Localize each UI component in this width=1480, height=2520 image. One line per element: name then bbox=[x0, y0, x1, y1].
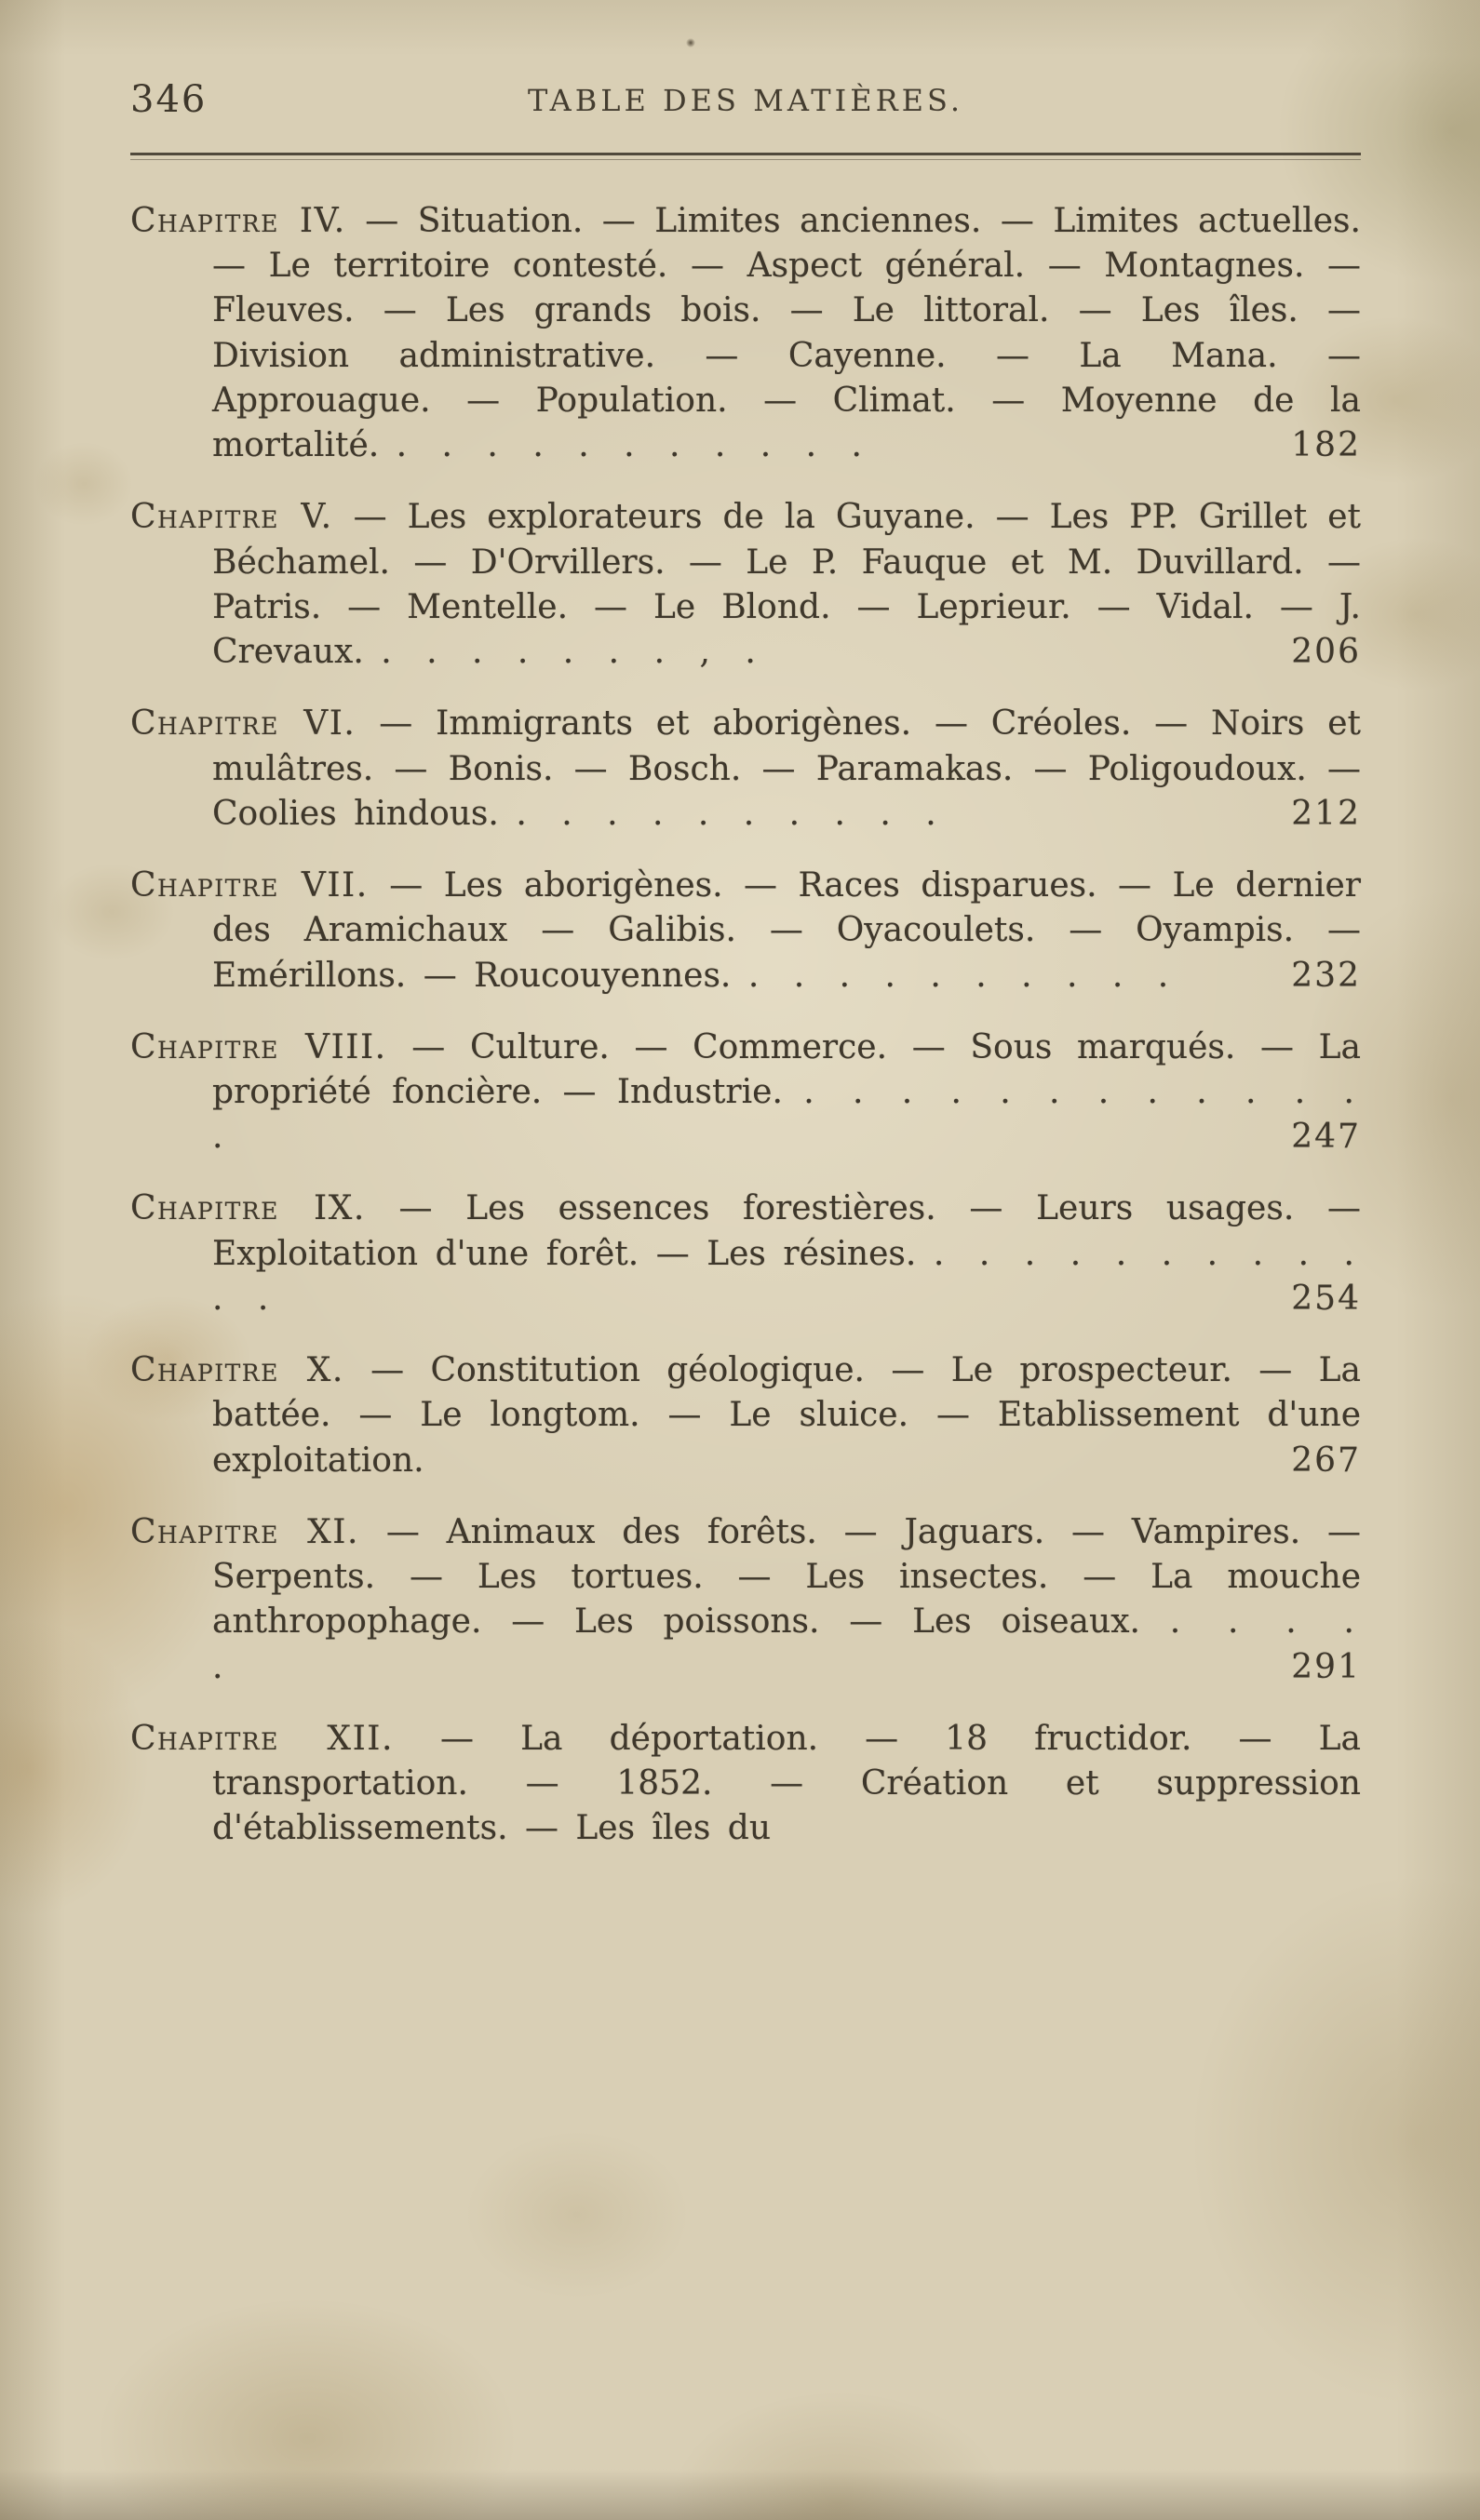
toc-entry bbox=[130, 1510, 1361, 1690]
page-number: 346 bbox=[130, 78, 208, 121]
entry-text: — Culture. — Commerce. — Sous marqués. — La propriété foncière. — Industrie. bbox=[212, 1027, 1361, 1111]
dot-leaders: . . . . . . . . . . . bbox=[396, 426, 868, 465]
entry-page-ref: 267 bbox=[1291, 1441, 1361, 1480]
dot-leaders: . . . . . . . . . . bbox=[516, 794, 943, 833]
dot-leaders: . . . . . bbox=[212, 1602, 1361, 1686]
entry-page-ref: 212 bbox=[1291, 794, 1361, 833]
entry-page-ref: 206 bbox=[1291, 633, 1361, 672]
chapter-label: Chapitre VIII. bbox=[130, 1027, 387, 1066]
chapter-label: Chapitre XII. bbox=[130, 1719, 394, 1758]
page-header bbox=[130, 78, 1361, 128]
chapter-label: Chapitre VII. bbox=[130, 866, 369, 905]
entry-text: — Constitution géologique. — Le prospecteur. — La battée. — Le longtom. — Le sluice. — Etablissement d'une exploitation. bbox=[212, 1351, 1361, 1480]
chapter-label: Chapitre X. bbox=[130, 1351, 344, 1390]
toc-entry bbox=[130, 1186, 1361, 1321]
entry-text: — Immigrants et aborigènes. — Créoles. — Noirs et mulâtres. — Bonis. — Bosch. — Paramakas. — Poligoudoux. — Coolies hindous. bbox=[212, 704, 1361, 833]
dot-leaders: . . . . . . . . . . . . . bbox=[212, 1072, 1361, 1157]
page-content bbox=[130, 78, 1361, 1879]
toc-entry bbox=[130, 495, 1361, 675]
page-header-title: TABLE DES MATIÈRES. bbox=[528, 83, 963, 118]
dot-leaders bbox=[424, 1441, 518, 1480]
header-rule bbox=[130, 153, 1361, 160]
chapter-label: Chapitre VI. bbox=[130, 704, 357, 744]
toc-entry bbox=[130, 1717, 1361, 1852]
entry-text: — Les explorateurs de la Guyane. — Les PP. Grillet et Béchamel. — D'Orvillers. — Le P. Fauque et M. Duvillard. — Patris. — Mentelle. — Le Blond. — Leprieur. — Vidal. — J. Crevaux. bbox=[212, 498, 1362, 672]
entry-page-ref: 254 bbox=[1291, 1279, 1361, 1318]
toc-entry bbox=[130, 199, 1361, 468]
toc-entry bbox=[130, 1025, 1361, 1160]
dot-leaders: . . . . . . . , . bbox=[381, 633, 762, 672]
entry-text: — Les essences forestières. — Leurs usages. — Exploitation d'une forêt. — Les résines. bbox=[212, 1189, 1361, 1273]
entry-text: — Animaux des forêts. — Jaguars. — Vampires. — Serpents. — Les tortues. — Les insectes. — La mouche anthropophage. — Les poissons. — Les oiseaux. bbox=[212, 1512, 1361, 1642]
entry-page-ref: 182 bbox=[1291, 426, 1361, 465]
chapter-label: Chapitre V. bbox=[130, 498, 333, 537]
chapter-label: Chapitre IV. bbox=[130, 202, 346, 240]
entry-page-ref: 291 bbox=[1291, 1647, 1361, 1686]
dot-leaders: . . . . . . . . . . . . bbox=[212, 1234, 1361, 1318]
dot-leaders bbox=[771, 1809, 864, 1847]
table-of-contents bbox=[130, 199, 1361, 1852]
entry-text: — Situation. — Limites anciennes. — Limites actuelles. — Le territoire contesté. — Aspect général. — Montagnes. — Fleuves. — Les grands bois. — Le littoral. — Les îles. — Division administrative. — Cayenne. — La Mana. — Approuague. — Population. — Climat. — Moyenne de la mortalité. bbox=[212, 202, 1361, 465]
chapter-label: Chapitre IX. bbox=[130, 1189, 366, 1228]
entry-text: — Les aborigènes. — Races disparues. — Le dernier des Aramichaux — Galibis. — Oyacoulets. — Oyampis. — Emérillons. — Roucouyennes. bbox=[212, 866, 1362, 995]
toc-entry bbox=[130, 702, 1361, 837]
chapter-label: Chapitre XI. bbox=[130, 1512, 359, 1551]
toc-entry bbox=[130, 864, 1361, 999]
toc-entry bbox=[130, 1348, 1361, 1483]
entry-page-ref: 232 bbox=[1291, 956, 1361, 995]
dot-leaders: . . . . . . . . . . bbox=[747, 956, 1176, 995]
entry-text: — La déportation. — 18 fructidor. — La transportation. — 1852. — Création et suppression d'établissements. — Les îles du bbox=[212, 1719, 1361, 1848]
entry-page-ref: 247 bbox=[1291, 1118, 1361, 1157]
